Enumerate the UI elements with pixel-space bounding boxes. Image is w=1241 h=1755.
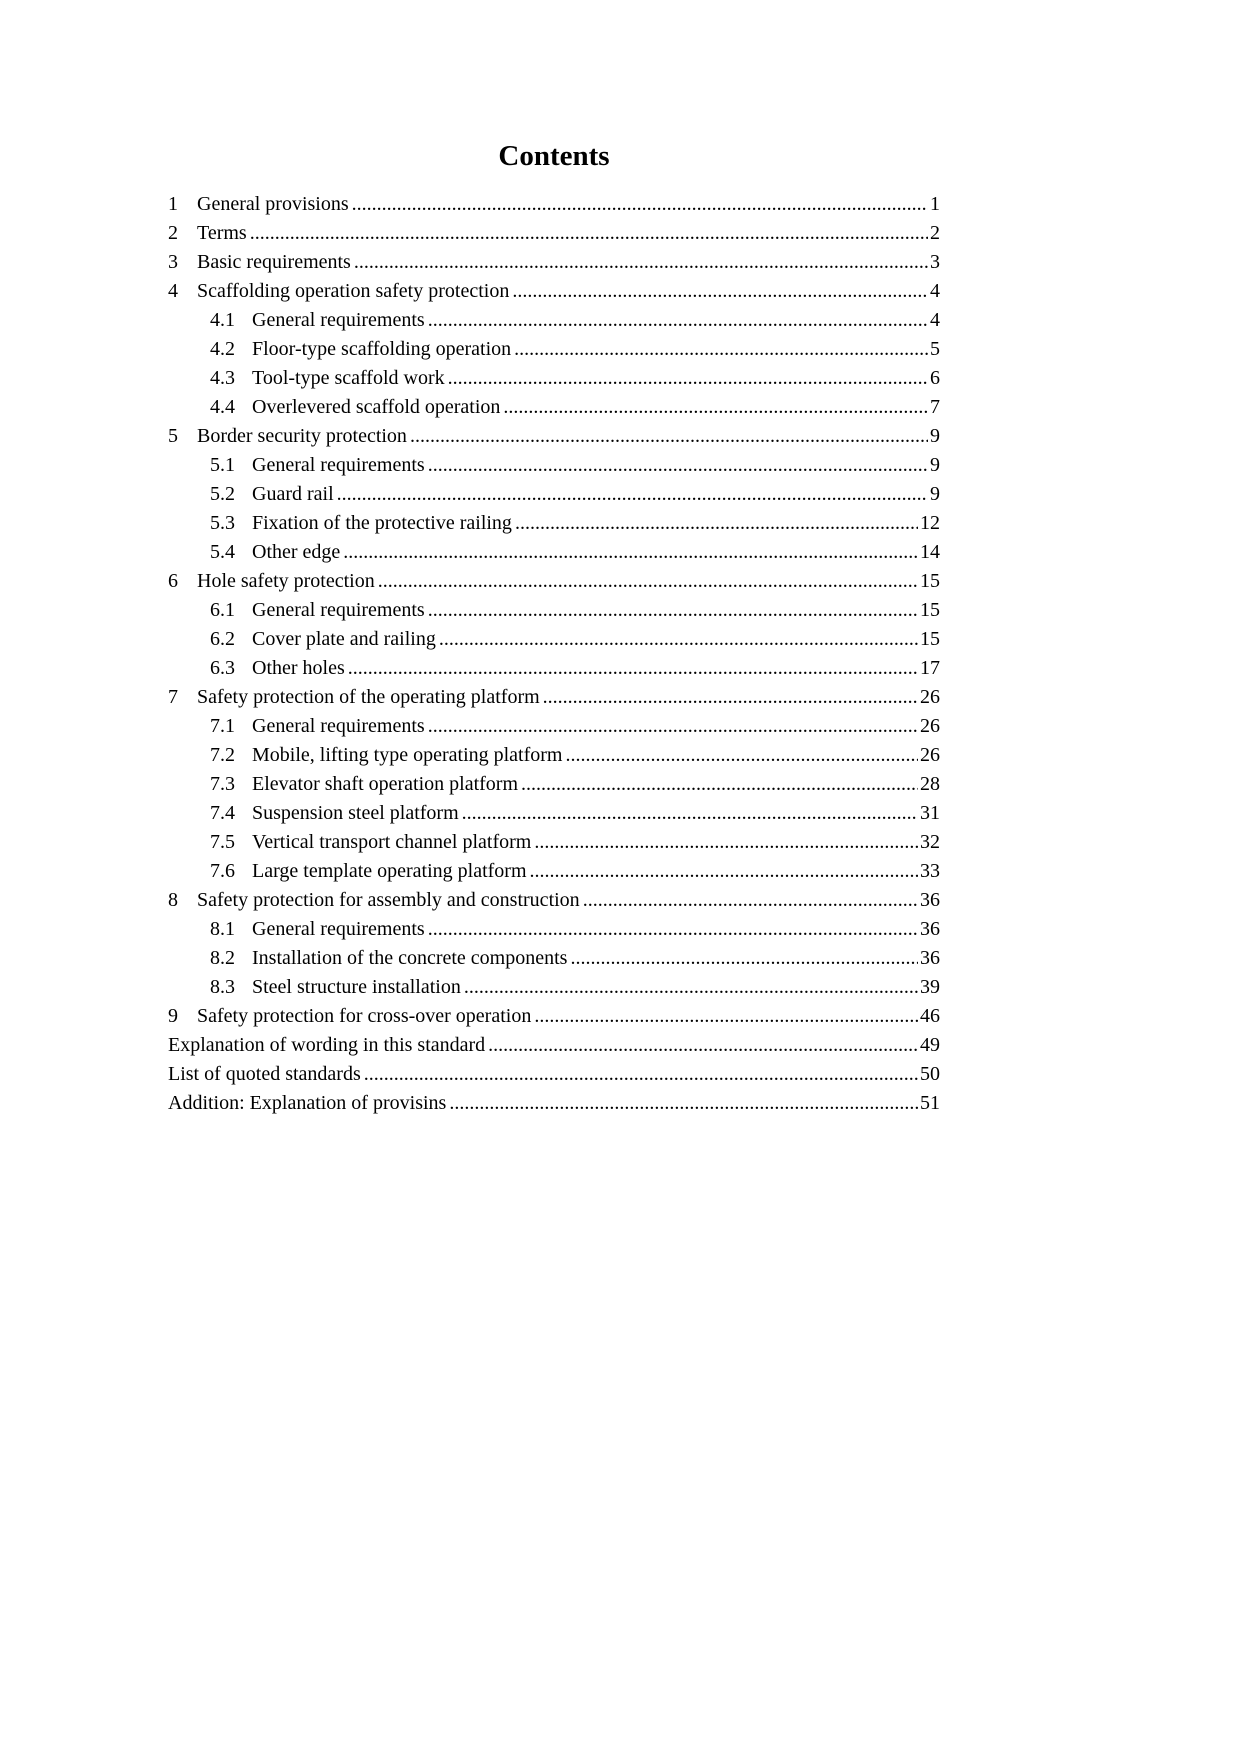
toc-entry-number: 4.3	[210, 367, 235, 389]
toc-entry	[168, 509, 940, 538]
toc-entry	[168, 335, 940, 364]
toc-entry	[168, 306, 940, 335]
toc-entry-number: 7.1	[210, 715, 235, 737]
toc-entry-label: Basic requirements	[197, 251, 351, 273]
toc-entry-number: 7.3	[210, 773, 235, 795]
toc-entry-label: Border security protection	[197, 425, 407, 447]
toc-entry-number: 5.3	[210, 512, 235, 534]
toc-entry-label: General requirements	[252, 918, 425, 940]
toc-dot-leader	[531, 828, 918, 857]
toc-entry-page: 9	[930, 483, 940, 505]
toc-entry-number: 5.2	[210, 483, 235, 505]
toc-entry-label: Cover plate and railing	[252, 628, 436, 650]
toc-entry-number: 7.4	[210, 802, 235, 824]
toc-dot-leader	[425, 712, 918, 741]
toc-entry-page: 4	[930, 280, 940, 302]
toc-entry-page: 33	[920, 860, 940, 882]
toc-entry-page: 51	[920, 1092, 940, 1114]
toc-entry-page: 26	[920, 715, 940, 737]
toc-entry-label: Suspension steel platform	[252, 802, 459, 824]
toc-entry-number: 7.6	[210, 860, 235, 882]
toc-dot-leader	[425, 915, 918, 944]
toc-entry-number: 4	[168, 280, 178, 302]
toc-entry	[168, 451, 940, 480]
toc-entry-label: Fixation of the protective railing	[252, 512, 512, 534]
toc-entry-label: Overlevered scaffold operation	[252, 396, 501, 418]
toc-entry	[168, 1089, 940, 1118]
toc-entry-number: 2	[168, 222, 178, 244]
toc-entry-page: 15	[920, 570, 940, 592]
toc-entry-number: 6.3	[210, 657, 235, 679]
toc-entry-number: 8.1	[210, 918, 235, 940]
toc-entry	[168, 393, 940, 422]
toc-entry-page: 7	[930, 396, 940, 418]
toc-entry-page: 1	[930, 193, 940, 215]
toc-entry	[168, 248, 940, 277]
toc-entry-number: 4.2	[210, 338, 235, 360]
toc-list	[168, 190, 940, 1118]
toc-entry	[168, 770, 940, 799]
toc-dot-leader	[334, 480, 928, 509]
toc-entry-page: 17	[920, 657, 940, 679]
toc-dot-leader	[361, 1060, 918, 1089]
toc-entry-page: 31	[920, 802, 940, 824]
toc-entry	[168, 944, 940, 973]
toc-entry-label: Floor-type scaffolding operation	[252, 338, 512, 360]
toc-entry	[168, 857, 940, 886]
toc-entry-page: 36	[920, 918, 940, 940]
toc-dot-leader	[436, 625, 918, 654]
toc-dot-leader	[540, 683, 918, 712]
toc-entry-number: 3	[168, 251, 178, 273]
toc-entry-label: General requirements	[252, 454, 425, 476]
toc-entry-label: Safety protection for assembly and construction	[197, 889, 580, 911]
toc-entry-page: 32	[920, 831, 940, 853]
toc-dot-leader	[511, 335, 928, 364]
toc-dot-leader	[512, 509, 918, 538]
toc-entry	[168, 480, 940, 509]
toc-dot-leader	[425, 451, 928, 480]
toc-entry-label: Tool-type scaffold work	[252, 367, 445, 389]
toc-entry	[168, 712, 940, 741]
toc-entry-number: 4.4	[210, 396, 235, 418]
toc-entry-page: 9	[930, 454, 940, 476]
toc-dot-leader	[375, 567, 918, 596]
toc-entry-label: Vertical transport channel platform	[252, 831, 532, 853]
toc-entry-page: 26	[920, 686, 940, 708]
toc-entry	[168, 799, 940, 828]
toc-entry-number: 6	[168, 570, 178, 592]
toc-entry-page: 36	[920, 889, 940, 911]
toc-entry	[168, 538, 940, 567]
toc-dot-leader	[580, 886, 918, 915]
toc-entry-page: 50	[920, 1063, 940, 1085]
toc-entry	[168, 741, 940, 770]
toc-entry-page: 26	[920, 744, 940, 766]
toc-entry-label: Hole safety protection	[197, 570, 375, 592]
page-title: Contents	[498, 140, 610, 172]
toc-dot-leader	[500, 393, 928, 422]
toc-entry	[168, 596, 940, 625]
toc-entry-label: Large template operating platform	[252, 860, 527, 882]
toc-entry-number: 8.2	[210, 947, 235, 969]
toc-entry	[168, 828, 940, 857]
toc-entry	[168, 625, 940, 654]
toc-entry-label: Scaffolding operation safety protection	[197, 280, 510, 302]
toc-entry-number: 1	[168, 193, 178, 215]
toc-entry-label: List of quoted standards	[168, 1063, 361, 1085]
toc-entry-label: Installation of the concrete components	[252, 947, 568, 969]
toc-entry-label: Other holes	[252, 657, 345, 679]
toc-dot-leader	[345, 654, 918, 683]
toc-entry-page: 39	[920, 976, 940, 998]
toc-dot-leader	[518, 770, 918, 799]
toc-entry-number: 4.1	[210, 309, 235, 331]
toc-entry-page: 46	[920, 1005, 940, 1027]
toc-entry-label: Guard rail	[252, 483, 334, 505]
toc-dot-leader	[459, 799, 918, 828]
toc-dot-leader	[461, 973, 918, 1002]
toc-dot-leader	[446, 1089, 918, 1118]
toc-dot-leader	[563, 741, 919, 770]
toc-entry-number: 5.4	[210, 541, 235, 563]
toc-entry-number: 8.3	[210, 976, 235, 998]
toc-entry-page: 2	[930, 222, 940, 244]
toc-dot-leader	[407, 422, 928, 451]
toc-entry-page: 49	[920, 1034, 940, 1056]
toc-entry-label: General requirements	[252, 309, 425, 331]
toc-entry-label: Terms	[197, 222, 247, 244]
toc-dot-leader	[351, 248, 928, 277]
toc-entry-label: Elevator shaft operation platform	[252, 773, 519, 795]
toc-content	[168, 138, 940, 1118]
toc-entry-number: 6.1	[210, 599, 235, 621]
toc-entry	[168, 915, 940, 944]
toc-dot-leader	[349, 190, 928, 219]
toc-entry-number: 5.1	[210, 454, 235, 476]
toc-entry	[168, 219, 940, 248]
toc-entry-page: 28	[920, 773, 940, 795]
toc-entry-page: 4	[930, 309, 940, 331]
toc-dot-leader	[425, 596, 918, 625]
toc-dot-leader	[485, 1031, 918, 1060]
toc-entry-page: 36	[920, 947, 940, 969]
toc-dot-leader	[340, 538, 918, 567]
toc-entry-number: 8	[168, 889, 178, 911]
toc-entry-page: 5	[930, 338, 940, 360]
toc-entry-page: 14	[920, 541, 940, 563]
toc-entry-number: 9	[168, 1005, 178, 1027]
toc-entry	[168, 567, 940, 596]
toc-entry	[168, 1031, 940, 1060]
toc-entry-number: 7.5	[210, 831, 235, 853]
toc-dot-leader	[509, 277, 928, 306]
toc-entry	[168, 973, 940, 1002]
toc-entry-label: General requirements	[252, 715, 425, 737]
toc-entry	[168, 422, 940, 451]
toc-entry-label: Addition: Explanation of provisins	[168, 1092, 447, 1114]
toc-entry-page: 15	[920, 628, 940, 650]
toc-entry	[168, 886, 940, 915]
toc-dot-leader	[567, 944, 918, 973]
toc-entry-page: 3	[930, 251, 940, 273]
toc-entry	[168, 654, 940, 683]
toc-entry-label: Explanation of wording in this standard	[168, 1034, 486, 1056]
toc-entry-page: 15	[920, 599, 940, 621]
toc-entry	[168, 190, 940, 219]
toc-entry-number: 7	[168, 686, 178, 708]
toc-entry	[168, 683, 940, 712]
toc-entry-number: 6.2	[210, 628, 235, 650]
toc-dot-leader	[531, 1002, 918, 1031]
toc-entry-label: General provisions	[197, 193, 349, 215]
toc-entry-label: Safety protection of the operating platform	[197, 686, 540, 708]
toc-entry	[168, 1060, 940, 1089]
toc-entry-number: 5	[168, 425, 178, 447]
toc-entry	[168, 364, 940, 393]
toc-entry-page: 12	[920, 512, 940, 534]
toc-entry-label: Other edge	[252, 541, 341, 563]
toc-dot-leader	[247, 219, 928, 248]
toc-entry-label: General requirements	[252, 599, 425, 621]
toc-entry-page: 6	[930, 367, 940, 389]
toc-dot-leader	[425, 306, 928, 335]
toc-entry-number: 7.2	[210, 744, 235, 766]
toc-entry-label: Mobile, lifting type operating platform	[252, 744, 563, 766]
toc-dot-leader	[445, 364, 928, 393]
toc-entry	[168, 1002, 940, 1031]
toc-dot-leader	[527, 857, 918, 886]
toc-entry-label: Steel structure installation	[252, 976, 461, 998]
toc-entry-label: Safety protection for cross-over operation	[197, 1005, 532, 1027]
toc-entry	[168, 277, 940, 306]
toc-entry-page: 9	[930, 425, 940, 447]
